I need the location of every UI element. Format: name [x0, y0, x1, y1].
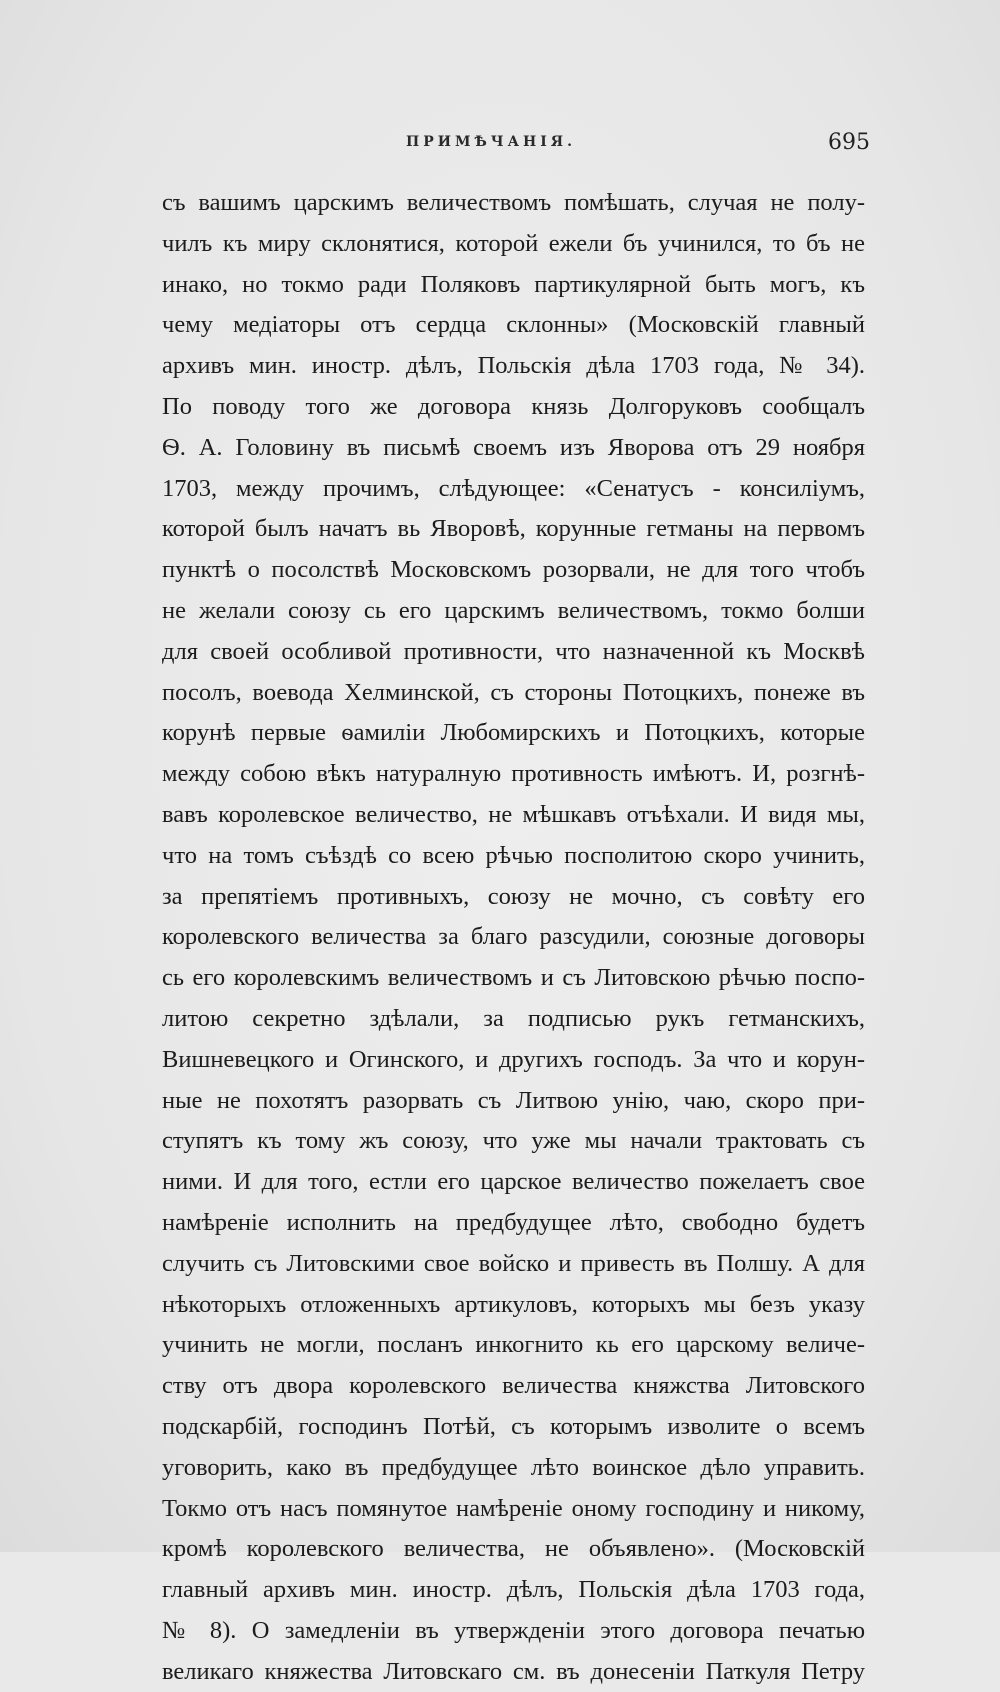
text-line: литою секретно здѣлали, за подписью рукъ гетманскихъ, [162, 1004, 865, 1032]
text-line: съ вашимъ царскимъ величествомъ помѣшать, случая не полу- [162, 189, 865, 216]
text-line: По поводу того же договора князь Долгоруковъ сообщалъ [162, 392, 865, 420]
text-line: намѣреніе исполнить на предбудущее лѣто, свободно будетъ [162, 1208, 865, 1236]
text-line: Токмо отъ насъ помянутое намѣреніе оному господину и никому, [162, 1494, 865, 1522]
text-line: Ѳ. А. Головину въ письмѣ своемъ изъ Яворова отъ 29 ноября [162, 433, 865, 461]
text-line: великаго княжества Литовскаго см. въ донесеніи Паткуля Петру [162, 1657, 865, 1685]
page-number: 695 [828, 130, 870, 155]
text-line: кромѣ королевского величества, не объявлено». (Московскій [162, 1535, 865, 1563]
text-line: № 8). О замедленіи въ утвержденіи этого договора печатью [162, 1616, 865, 1644]
text-line: чему медіаторы отъ сердца склонны» (Московскій главный [162, 311, 865, 339]
text-line: между собою вѣкъ натуралную противность имѣютъ. И, розгнѣ- [162, 760, 865, 788]
text-line: инако, но токмо ради Поляковъ партикулярной быть могъ, къ [162, 270, 865, 298]
text-line: за препятіемъ противныхъ, союзу не мочно, съ совѣту его [162, 882, 865, 910]
text-line: корунѣ первые ѳамиліи Любомирскихъ и Потоцкихъ, которые [162, 719, 865, 747]
text-line: что на томъ съѣздѣ со всею рѣчью посполитою скоро учинить, [162, 841, 865, 869]
text-line: подскарбій, господинъ Потѣй, съ которымъ изволите о всемъ [162, 1412, 865, 1440]
text-line: королевского величества за благо разсудили, союзные договоры [162, 923, 865, 951]
text-line: ству отъ двора королевского величества княжства Литовского [162, 1372, 865, 1400]
running-title: ПРИМѢЧАНІЯ. [406, 134, 576, 150]
text-line: вавъ королевское величество, не мѣшкавъ отъѣхали. И видя мы, [162, 800, 865, 828]
text-line: нѣкоторыхъ отложенныхъ артикуловъ, которыхъ мы безъ указу [162, 1290, 865, 1318]
text-line: чилъ къ миру склонятися, которой ежели бъ учинился, то бъ не [162, 229, 865, 257]
text-line: сь его королевскимъ величествомъ и съ Литовскою рѣчью поспо- [162, 964, 865, 992]
text-line: случить съ Литовскими свое войско и привесть въ Полшу. А для [162, 1249, 865, 1277]
text-line: для своей особливой противности, что назначенной къ Москвѣ [162, 637, 865, 665]
text-line: главный архивъ мин. иностр. дѣлъ, Польскія дѣла 1703 года, [162, 1576, 865, 1604]
text-line: архивъ мин. иностр. дѣлъ, Польскія дѣла 1703 года, № 34). [162, 352, 865, 380]
body-text [162, 183, 865, 1692]
text-line: ступятъ къ тому жъ союзу, что уже мы начали трактовать съ [162, 1127, 865, 1155]
text-line: ними. И для того, естли его царское величество пожелаетъ свое [162, 1168, 865, 1196]
text-line: уговорить, како въ предбудущее лѣто воинское дѣло управить. [162, 1453, 865, 1481]
text-line: Вишневецкого и Огинского, и другихъ господъ. За что и корун- [162, 1045, 865, 1073]
text-line: не желали союзу сь его царскимъ величествомъ, токмо болши [162, 596, 865, 624]
text-line: которой былъ начатъ вь Яворовѣ, корунные гетманы на первомъ [162, 515, 865, 543]
text-line: посолъ, воевода Хелминской, съ стороны Потоцкихъ, понеже въ [162, 678, 865, 706]
page-header [0, 130, 1000, 158]
text-line: пунктѣ о посолствѣ Московскомъ розорвали, не для того чтобъ [162, 556, 865, 584]
text-line: учинить не могли, посланъ инкогнито кь его царскому величе- [162, 1331, 865, 1359]
text-line: 1703, между прочимъ, слѣдующее: «Сенатусъ - консиліумъ, [162, 474, 865, 502]
text-line: ные не похотятъ разорвать съ Литвою унію, чаю, скоро при- [162, 1086, 865, 1114]
